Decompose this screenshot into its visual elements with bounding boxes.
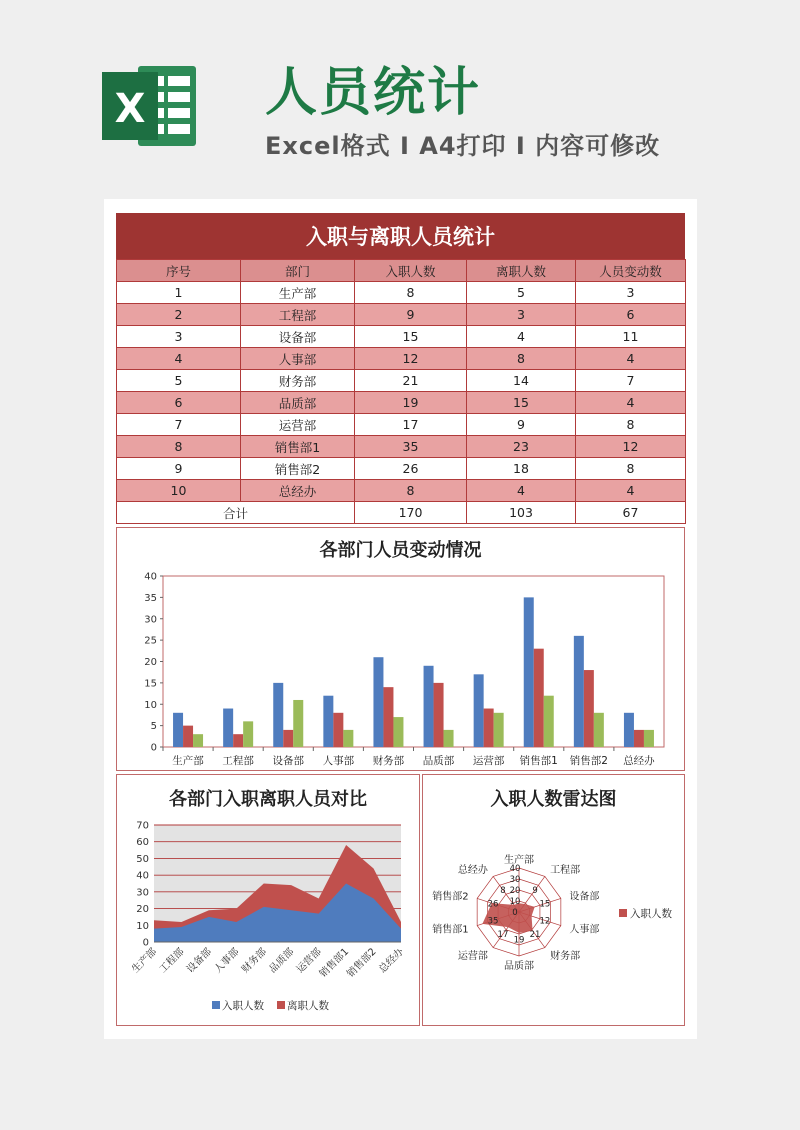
- x-tick-label: 总经办: [623, 755, 655, 767]
- y-tick-label: 60: [136, 837, 149, 849]
- radar-chart-panel: [422, 774, 685, 1026]
- stats-table: [116, 259, 686, 524]
- table-cell: 总经办: [241, 480, 355, 502]
- page-title: 人员统计: [265, 63, 482, 123]
- table-cell: 3: [576, 282, 686, 304]
- table-cell: 8: [355, 282, 467, 304]
- radar-tick-label: 0: [512, 908, 518, 918]
- bar: [594, 713, 604, 747]
- area-chart-panel: [116, 774, 420, 1026]
- bar: [434, 683, 444, 747]
- table-cell: 4: [576, 480, 686, 502]
- radar-value-label: 26: [487, 899, 499, 910]
- x-tick-label: 销售部1: [519, 755, 558, 767]
- table-cell: 财务部: [241, 370, 355, 392]
- bar: [293, 700, 303, 747]
- table-cell: 8: [355, 480, 467, 502]
- table-cell: 6: [576, 304, 686, 326]
- logo-letter: X: [114, 86, 146, 132]
- x-tick-label: 总经办: [377, 946, 407, 976]
- bar: [524, 597, 534, 747]
- y-tick-label: 10: [144, 699, 157, 711]
- y-tick-label: 70: [136, 820, 149, 832]
- table-cell: 7: [117, 414, 241, 436]
- column-header: 部门: [241, 260, 355, 282]
- bar: [343, 730, 353, 747]
- radar-value-label: 21: [529, 930, 541, 941]
- table-cell: 销售部1: [241, 436, 355, 458]
- bar: [474, 674, 484, 747]
- sheet: [104, 199, 697, 1039]
- table-row: [117, 348, 686, 370]
- bar: [273, 683, 283, 747]
- table-cell: 14: [467, 370, 576, 392]
- radar-value-label: 17: [497, 930, 509, 941]
- x-tick-label: 品质部: [267, 946, 297, 976]
- table-cell: 15: [355, 326, 467, 348]
- x-tick-label: 设备部: [185, 946, 215, 976]
- bar: [383, 687, 393, 747]
- table-cell: 10: [117, 480, 241, 502]
- bar: [484, 709, 494, 747]
- table-cell: 4: [576, 392, 686, 414]
- y-tick-label: 30: [144, 614, 157, 626]
- area-chart: [117, 775, 419, 1025]
- x-tick-label: 人事部: [322, 755, 355, 767]
- table-cell: 4: [576, 348, 686, 370]
- x-tick-label: 销售部2: [345, 946, 379, 980]
- total-hire: 170: [355, 502, 467, 524]
- table-cell: 8: [117, 436, 241, 458]
- bar-chart: [117, 528, 684, 770]
- table-cell: 1: [117, 282, 241, 304]
- area-chart-title: 各部门入职离职人员对比: [169, 789, 367, 810]
- radar-value-label: 35: [487, 916, 499, 927]
- y-tick-label: 20: [144, 657, 157, 668]
- y-tick-label: 5: [150, 721, 157, 733]
- radar-value-label: 12: [539, 916, 551, 927]
- bar: [323, 696, 333, 747]
- bar: [193, 734, 203, 747]
- column-header: 入职人数: [355, 260, 467, 282]
- table-cell: 7: [576, 370, 686, 392]
- legend-label: 入职人数: [630, 908, 672, 920]
- table-cell: 9: [117, 458, 241, 480]
- total-leave: 103: [467, 502, 576, 524]
- total-row: [117, 502, 686, 524]
- column-header: 离职人数: [467, 260, 576, 282]
- table-cell: 人事部: [241, 348, 355, 370]
- table-cell: 3: [467, 304, 576, 326]
- table-cell: 15: [467, 392, 576, 414]
- table-row: [117, 370, 686, 392]
- x-tick-label: 工程部: [222, 755, 254, 767]
- radar-axis-label: 生产部: [504, 855, 534, 866]
- bar: [644, 730, 654, 747]
- x-tick-label: 设备部: [272, 755, 304, 767]
- radar-axis-label: 人事部: [569, 924, 600, 936]
- excel-logo-icon: [100, 58, 200, 154]
- bar: [373, 657, 383, 747]
- bar: [574, 636, 584, 747]
- x-tick-label: 品质部: [422, 755, 455, 767]
- bar: [624, 713, 634, 747]
- x-tick-label: 财务部: [372, 755, 405, 767]
- x-tick-label: 销售部2: [569, 755, 608, 767]
- table-cell: 运营部: [241, 414, 355, 436]
- table-row: [117, 304, 686, 326]
- bar: [534, 649, 544, 747]
- table-cell: 工程部: [241, 304, 355, 326]
- table-cell: 12: [576, 436, 686, 458]
- table-cell: 4: [117, 348, 241, 370]
- x-tick-label: 销售部1: [317, 946, 352, 980]
- table-cell: 19: [355, 392, 467, 414]
- bar: [544, 696, 554, 747]
- table-cell: 5: [117, 370, 241, 392]
- x-tick-label: 工程部: [157, 946, 187, 976]
- table-cell: 23: [467, 436, 576, 458]
- table-cell: 8: [576, 458, 686, 480]
- radar-axis-label: 总经办: [457, 865, 488, 877]
- radar-tick-label: 30: [509, 875, 521, 885]
- y-tick-label: 30: [136, 887, 149, 899]
- table-cell: 26: [355, 458, 467, 480]
- bar: [173, 713, 183, 747]
- legend-swatch: [212, 1001, 220, 1009]
- column-header: 人员变动数: [576, 260, 686, 282]
- x-tick-label: 运营部: [472, 755, 505, 767]
- radar-value-label: 15: [539, 899, 551, 910]
- radar-value-label: 8: [500, 885, 506, 896]
- total-change: 67: [576, 502, 686, 524]
- table-cell: 12: [355, 348, 467, 370]
- legend-swatch: [277, 1001, 285, 1009]
- y-tick-label: 50: [136, 853, 149, 865]
- table-cell: 4: [467, 326, 576, 348]
- radar-axis-label: 品质部: [504, 961, 534, 972]
- radar-axis-label: 工程部: [550, 865, 581, 877]
- y-tick-label: 40: [136, 870, 149, 882]
- table-cell: 18: [467, 458, 576, 480]
- radar-axis-label: 财务部: [550, 950, 581, 962]
- table-cell: 8: [467, 348, 576, 370]
- table-row: [117, 326, 686, 348]
- bar: [393, 717, 403, 747]
- table-cell: 4: [467, 480, 576, 502]
- table-cell: 6: [117, 392, 241, 414]
- radar-axis-label: 销售部1: [432, 924, 469, 936]
- legend-swatch: [619, 909, 627, 917]
- x-tick-label: 财务部: [239, 946, 269, 976]
- total-label: 合计: [117, 502, 355, 524]
- table-cell: 3: [117, 326, 241, 348]
- bar: [494, 713, 504, 747]
- table-cell: 设备部: [241, 326, 355, 348]
- radar-tick-label: 40: [509, 864, 521, 874]
- page-subtitle: Excel格式 I A4打印 I 内容可修改: [265, 132, 661, 160]
- radar-value-label: 9: [532, 885, 538, 896]
- table-cell: 11: [576, 326, 686, 348]
- table-header-row: [117, 260, 686, 282]
- radar-tick-label: 10: [509, 897, 521, 907]
- table-cell: 5: [467, 282, 576, 304]
- y-tick-label: 25: [144, 635, 157, 647]
- bar: [333, 713, 343, 747]
- y-tick-label: 15: [144, 678, 157, 690]
- bar: [233, 734, 243, 747]
- table-row: [117, 282, 686, 304]
- x-tick-label: 运营部: [294, 946, 324, 976]
- y-tick-label: 40: [144, 571, 157, 583]
- y-tick-label: 10: [136, 920, 149, 932]
- x-tick-label: 生产部: [172, 755, 204, 767]
- table-row: [117, 436, 686, 458]
- radar-axis-label: 设备部: [569, 891, 600, 903]
- x-tick-label: 人事部: [212, 946, 242, 976]
- radar-axis-label: 运营部: [457, 950, 488, 962]
- bar: [444, 730, 454, 747]
- bar: [223, 709, 233, 747]
- table-cell: 21: [355, 370, 467, 392]
- bar: [584, 670, 594, 747]
- radar-chart-title: 入职人数雷达图: [490, 789, 617, 810]
- radar-chart: [423, 775, 684, 1025]
- table-cell: 35: [355, 436, 467, 458]
- y-tick-label: 35: [144, 592, 157, 604]
- table-title: 入职与离职人员统计: [116, 213, 685, 259]
- table-row: [117, 392, 686, 414]
- bar-chart-panel: [116, 527, 685, 771]
- table-cell: 9: [355, 304, 467, 326]
- table-row: [117, 458, 686, 480]
- x-tick-label: 生产部: [130, 946, 160, 976]
- radar-tick-label: 20: [509, 886, 521, 896]
- table-cell: 生产部: [241, 282, 355, 304]
- bar: [424, 666, 434, 747]
- table-cell: 9: [467, 414, 576, 436]
- radar-axis-label: 销售部2: [432, 891, 469, 903]
- table-cell: 2: [117, 304, 241, 326]
- y-tick-label: 0: [142, 937, 149, 949]
- legend-label: 入职人数: [222, 1000, 264, 1012]
- table-row: [117, 480, 686, 502]
- table-cell: 17: [355, 414, 467, 436]
- legend-label: 离职人数: [287, 1000, 329, 1012]
- bar: [283, 730, 293, 747]
- column-header: 序号: [117, 260, 241, 282]
- bar: [243, 721, 253, 747]
- y-tick-label: 20: [136, 904, 149, 916]
- y-tick-label: 0: [150, 742, 157, 754]
- bar-chart-title: 各部门人员变动情况: [319, 540, 482, 561]
- table-row: [117, 414, 686, 436]
- bar: [634, 730, 644, 747]
- table-cell: 品质部: [241, 392, 355, 414]
- radar-value-label: 19: [513, 935, 525, 946]
- table-cell: 8: [576, 414, 686, 436]
- stats-table-section: [116, 213, 685, 524]
- table-cell: 销售部2: [241, 458, 355, 480]
- bar: [183, 726, 193, 747]
